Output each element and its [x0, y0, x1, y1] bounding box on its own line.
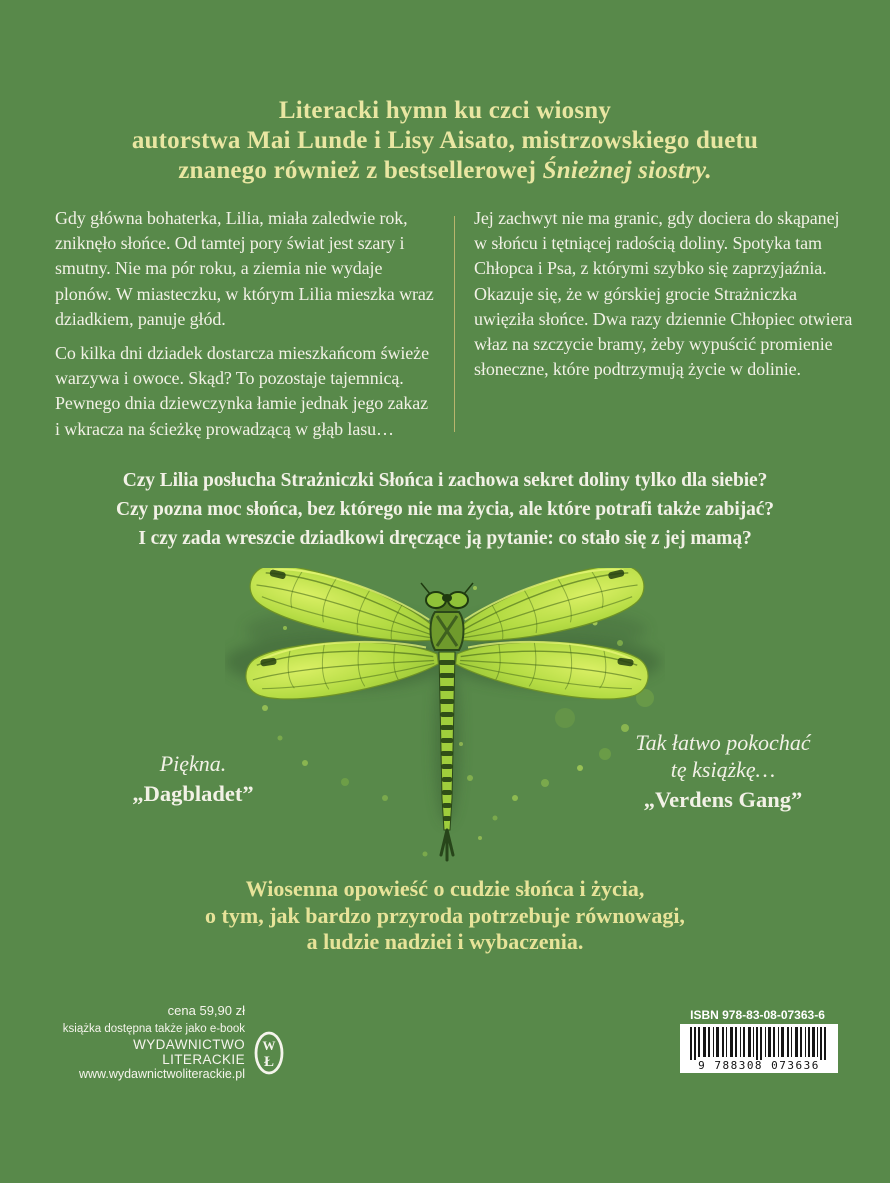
tagline-line-3-book-title: Śnieżnej siostry.	[542, 157, 712, 184]
tagline-line-3-regular: znanego również z bestsellerowej	[178, 157, 543, 184]
quote-text: Piękna.	[159, 751, 227, 776]
ean-barcode	[680, 1024, 838, 1073]
question-line: I czy zada wreszcie dziadkowi dręczące ją pytanie: co stało się z jej mamą?	[138, 528, 752, 549]
statement-line: a ludzie nadziei i wybaczenia.	[306, 929, 584, 954]
quote-text: Tak łatwo pokochać	[635, 730, 811, 755]
question-line: Czy Lilia posłucha Strażniczki Słońca i zachowa sekret doliny tylko dla siebie?	[122, 470, 768, 491]
tagline-line-3	[0, 156, 890, 186]
publisher-name: WYDAWNICTWO LITERACKIE	[133, 1037, 245, 1067]
synopsis-paragraph: Jej zachwyt nie ma granic, gdy dociera do skąpanej w słońcu i tętniącej radością doliny. Spotyka tam Chłopca i Psa, z którymi szybko się zaprzyjaźnia. Okazuje się, że w górskiej grocie Strażniczka uwięziła słońce. Dwa razy dziennie Chłopiec otwiera właz na szczycie bramy, żeby wypuścić promienie słoneczne, które podtrzymują życie w dolinie.	[474, 208, 853, 380]
press-quote-left	[53, 750, 333, 807]
questions	[0, 466, 890, 553]
tagline-line-1: Literacki hymn ku czci wiosny	[278, 97, 612, 124]
quote-source: „Verdens Gang”	[643, 787, 803, 812]
statement-line: Wiosenna opowieść o cudzie słońca i życia,	[245, 876, 645, 901]
publisher-block	[55, 1003, 245, 1082]
price-label: cena 59,90 zł	[167, 1003, 245, 1018]
publisher-website: www.wydawnictwoliterackie.pl	[78, 1067, 245, 1081]
synopsis-paragraph: Co kilka dni dziadek dostarcza mieszkańcom świeże warzywa i owoce. Skąd? To pozostaje tajemnicą. Pewnego dnia dziewczynka łamie jednak jego zakaz i wkracza na ścieżkę prowadzącą w głąb lasu…	[55, 343, 429, 439]
isbn-label: ISBN 978-83-08-07363-6	[690, 1008, 825, 1022]
synopsis-paragraph: Gdy główna bohaterka, Lilia, miała zaledwie rok, zniknęło słońce. Od tamtej pory świat jest szary i smutny. Nie ma pór roku, a ziemia nie wydaje plonów. W miasteczku, w którym Lilia mieszka wraz dziadkiem, panuje głód.	[55, 208, 434, 329]
synopsis-right-column	[474, 206, 855, 451]
synopsis-left-column	[55, 206, 435, 451]
logo-letter-w: W	[262, 1038, 276, 1053]
column-divider	[454, 216, 455, 432]
synopsis	[55, 206, 855, 451]
barcode-digits: 9 788308 073636	[698, 1059, 820, 1072]
quote-source: „Dagbladet”	[132, 781, 254, 806]
press-quote-right	[583, 729, 863, 813]
tagline-line-2: autorstwa Mai Lunde i Lisy Aisato, mistrzowskiego duetu	[131, 127, 759, 154]
statement-line: o tym, jak bardzo przyroda potrzebuje równowagi,	[205, 902, 685, 928]
ebook-note: książka dostępna także jako e-book	[62, 1023, 245, 1035]
quote-text: tę książkę…	[670, 757, 776, 782]
closing-statement	[0, 876, 890, 956]
wydawnictwo-literackie-logo-icon	[253, 1030, 285, 1076]
dragonfly-illustration-icon	[225, 568, 665, 868]
logo-letter-l: Ł	[263, 1054, 275, 1070]
tagline	[0, 96, 890, 186]
question-line: Czy pozna moc słońca, bez którego nie ma życia, ale które potrafi także zabijać?	[116, 499, 774, 520]
